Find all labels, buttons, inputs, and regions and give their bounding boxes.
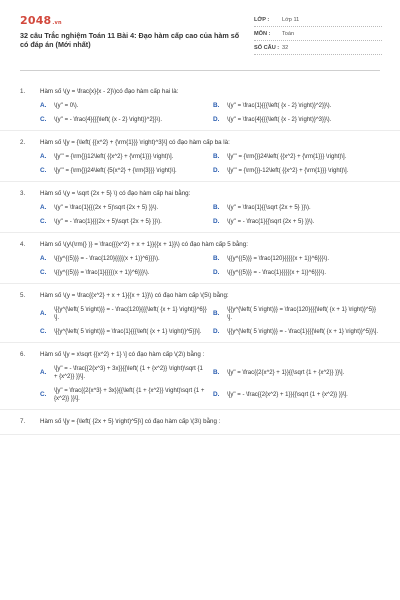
answer-options	[20, 96, 380, 130]
answer-option[interactable]	[40, 102, 207, 110]
question-text: Hàm số \[y = {\left( {2x + 5} \right)^5}\] có đạo hàm cấp \(3\) bằng :	[40, 418, 221, 425]
question-stem	[20, 233, 380, 249]
question-item	[0, 284, 400, 343]
option-text: \[y'' = \frac{{2{x^3} + 3x}}{{\left( {1 + {x^2}} \right)\sqrt {1 + {x^2}} }}\].	[54, 388, 205, 402]
option-letter: C.	[40, 116, 47, 123]
option-text: \({y^{(5)}} = - \frac{1}{{{{(x + 1)}^6}}}\).	[227, 270, 327, 276]
option-text: \(y'' = \frac{1}{{\sqrt {2x + 5} }}\).	[227, 205, 311, 211]
answer-option[interactable]	[40, 328, 207, 336]
option-text: \(y'' = - \frac{4}{{{\left( {x - 2} \right)}^2}}\).	[54, 117, 162, 123]
answer-option[interactable]	[213, 255, 380, 263]
option-text: \[{y^{\left( 5 \right)}} = - \frac{1}{{{\left( {x + 1} \right)}^5}}\].	[227, 329, 379, 335]
meta-value: Toán	[282, 30, 295, 37]
question-item	[0, 343, 400, 410]
option-letter: A.	[40, 369, 47, 376]
option-letter: A.	[40, 310, 47, 317]
answer-option[interactable]	[213, 102, 380, 110]
option-letter: B.	[213, 102, 220, 109]
option-text: \(y'' = \frac{1}{{{\left( {x - 2} \right)}^2}}\).	[227, 103, 332, 109]
option-letter: A.	[40, 204, 47, 211]
logo-main: 2048	[20, 14, 52, 27]
option-letter: D.	[213, 269, 220, 276]
meta-value: Lớp 11	[282, 16, 300, 23]
option-text: \(y'' = - \frac{1}{{(2x + 5)\sqrt {2x + 5} }}\).	[54, 219, 162, 225]
answer-option[interactable]	[213, 153, 380, 161]
question-text: Hàm số \(y\(\rm{} )} = \frac{{{x^2} + x + 1}}{{x + 1}}\) có đạo hàm cấp 5 bằng:	[40, 241, 248, 248]
meta-key: LỚP :	[254, 16, 270, 23]
question-number: 4.	[20, 241, 26, 248]
option-letter: C.	[40, 328, 47, 335]
option-text: \({y^{(5)}} = - \frac{120}{{{{(x + 1)}^6}}}\).	[54, 256, 160, 262]
question-text: Hàm số \[y = {\left( {{x^2} + {\rm{1}}} \right)^3}\] có đạo hàm cấp ba là:	[40, 139, 230, 146]
option-letter: D.	[213, 391, 220, 398]
document-title: 32 câu Trắc nghiệm Toán 11 Bài 4: Đạo hàm cấp cao của hàm số có đáp án (Mới nhất)	[20, 31, 240, 49]
option-letter: A.	[40, 255, 47, 262]
option-letter: B.	[213, 310, 220, 317]
question-stem	[20, 410, 380, 426]
question-number: 5.	[20, 292, 26, 299]
option-text: \({y^{(5)}} = \frac{120}{{{{(x + 1)}^6}}}\).	[227, 256, 330, 262]
site-logo[interactable]	[20, 14, 62, 27]
page-header	[0, 0, 400, 64]
option-text: \[y''' = {\rm{}}-12\left( {{x^2} + {\rm{1}}} \right)\].	[227, 168, 349, 174]
answer-option[interactable]	[213, 269, 380, 277]
question-text: Hàm số \[y = x\sqrt {{x^2} + 1} \] có đạo hàm cấp \(2\) bằng :	[40, 351, 205, 358]
option-text: \[y''' = {\rm{}}12\left( {{x^2} + {\rm{1}}} \right)\].	[54, 154, 174, 160]
answer-options	[20, 359, 380, 409]
answer-option[interactable]	[40, 218, 207, 226]
answer-option[interactable]	[213, 204, 380, 212]
question-text: Hàm số \(y = \frac{{x^2} + x + 1}{{x + 1}}\) có đạo hàm cấp \(5\) bằng:	[40, 292, 229, 299]
option-letter: B.	[213, 369, 220, 376]
answer-option[interactable]	[40, 116, 207, 124]
option-text: \[{y^{\left( 5 \right)}} = \frac{120}{{{\left( {x + 1} \right)}^5}}\].	[227, 307, 377, 321]
option-text: \[y''' = {\rm{}}24\left( {5{x^2} + {\rm{3}}} \right)\].	[54, 168, 177, 174]
option-text: \(y'' = \frac{4}{{{\left( {x - 2} \right)}^3}}\).	[227, 117, 332, 123]
option-text: \({y^{(5)}} = \frac{1}{{{{(x + 1)}^6}}}\).	[54, 270, 150, 276]
logo-suffix: .vn	[52, 20, 62, 26]
answer-option[interactable]	[40, 204, 207, 212]
question-list	[0, 80, 400, 435]
question-item	[0, 410, 400, 435]
answer-option[interactable]	[40, 387, 207, 403]
answer-options	[20, 198, 380, 232]
question-item	[0, 80, 400, 131]
option-letter: D.	[213, 116, 220, 123]
question-stem	[20, 131, 380, 147]
answer-options	[20, 249, 380, 283]
option-letter: B.	[213, 153, 220, 160]
answer-option[interactable]	[213, 167, 380, 175]
option-text: \(y'' = 0\).	[54, 103, 79, 109]
question-number: 1.	[20, 88, 26, 95]
option-letter: C.	[40, 167, 47, 174]
meta-key: MÔN :	[254, 30, 271, 37]
meta-row-class	[254, 13, 382, 27]
option-letter: A.	[40, 153, 47, 160]
option-letter: C.	[40, 218, 47, 225]
question-item	[0, 131, 400, 182]
option-letter: A.	[40, 102, 47, 109]
answer-option[interactable]	[213, 365, 380, 381]
question-item	[0, 233, 400, 284]
question-text: Hàm số \(y = \frac{x}{x - 2}\)có đạo hàm cấp hai là:	[40, 88, 179, 95]
option-text: \[{y^{\left( 5 \right)}} = \frac{1}{{{\left( {x + 1} \right)}^5}}\].	[54, 329, 202, 335]
meta-row-subject	[254, 27, 382, 41]
answer-option[interactable]	[40, 255, 207, 263]
answer-option[interactable]	[40, 306, 207, 322]
answer-option[interactable]	[40, 167, 207, 175]
answer-option[interactable]	[213, 306, 380, 322]
meta-value: 32	[282, 44, 289, 51]
option-text: \[y''' = {\rm{}}24\left( {{x^2} + {\rm{1}}} \right)\].	[227, 154, 347, 160]
option-letter: D.	[213, 328, 220, 335]
option-letter: B.	[213, 204, 220, 211]
question-text: Hàm số \(y = \sqrt {2x + 5} \) có đạo hàm cấp hai bằng:	[40, 190, 191, 197]
question-stem	[20, 284, 380, 300]
option-letter: C.	[40, 391, 47, 398]
question-number: 3.	[20, 190, 26, 197]
question-number: 7.	[20, 418, 26, 425]
option-letter: D.	[213, 218, 220, 225]
answer-option[interactable]	[40, 365, 207, 381]
option-letter: B.	[213, 255, 220, 262]
option-letter: C.	[40, 269, 47, 276]
answer-option[interactable]	[40, 269, 207, 277]
question-stem	[20, 182, 380, 198]
answer-option[interactable]	[213, 116, 380, 124]
option-text: \(y'' = \frac{1}{{(2x + 5)\sqrt {2x + 5} }}\).	[54, 205, 159, 211]
meta-row-count	[254, 41, 382, 55]
answer-options	[20, 147, 380, 181]
option-text: \[y'' = - \frac{{2{x^3} + 3x}}{{\left( {1 + {x^2}} \right)\sqrt {1 + {x^2}} }}\].	[54, 366, 203, 380]
question-item	[0, 182, 400, 233]
answer-option[interactable]	[213, 218, 380, 226]
question-number: 6.	[20, 351, 26, 358]
option-text: \[y'' = \frac{{2{x^2} + 1}}{{\sqrt {1 + {x^2}} }}\].	[227, 370, 345, 376]
option-text: \[y'' = - \frac{{2{x^2} + 1}}{{\sqrt {1 + {x^2}} }}\].	[227, 392, 348, 398]
header-divider	[20, 70, 380, 71]
document-meta	[254, 13, 382, 55]
answer-option[interactable]	[213, 387, 380, 403]
question-stem	[20, 343, 380, 359]
question-number: 2.	[20, 139, 26, 146]
option-text: \[{y^{\left( 5 \right)}} = - \frac{120}{{{\left( {x + 1} \right)}^6}}\].	[54, 307, 207, 321]
answer-option[interactable]	[40, 153, 207, 161]
answer-options	[20, 300, 380, 342]
option-letter: D.	[213, 167, 220, 174]
option-text: \(y'' = - \frac{1}{{\sqrt {2x + 5} }}\).	[227, 219, 315, 225]
meta-key: SỐ CÂU :	[254, 44, 280, 51]
answer-option[interactable]	[213, 328, 380, 336]
question-stem	[20, 80, 380, 96]
